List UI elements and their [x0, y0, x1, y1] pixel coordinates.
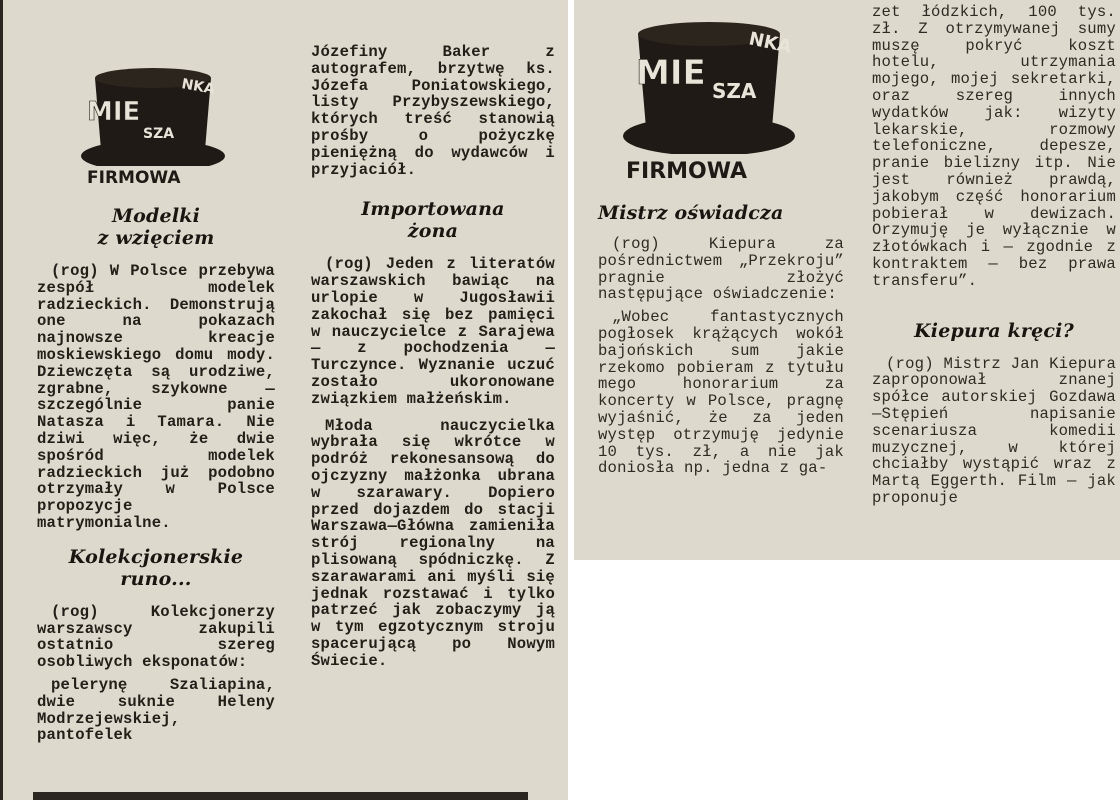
svg-text:MIE: MIE [87, 97, 141, 127]
svg-text:MIE: MIE [636, 53, 706, 93]
svg-text:SZA: SZA [712, 79, 757, 103]
paragraph: (rog) Jeden z literatów warszawskich bawiąc na urlopie w Jugosławii zakochał się bez pamięci w nauczycielce z Sarajewa — z pochodzenia — Turczynce. Wyznanie uczuć zostało ukoronowane związkiem małżeńskim. [311, 255, 555, 408]
mieszanka-firmowa-logo [73, 58, 233, 188]
svg-text:SZA: SZA [143, 126, 175, 142]
heading-mistrz-oswiadcza: Mistrz oświadcza [598, 202, 784, 224]
paragraph: (rog) Kolekcjonerzy warszawscy zakupili ostatnio szereg osobliwych eksponatów: [37, 602, 275, 672]
paragraph: Józefiny Baker z autografem, brzytwę ks. Józefa Poniatowskiego, listy Przybyszewskiego, których treść stanowią prośby o pożyczkę pieniężną do wydawców i przyjaciół. [311, 43, 555, 179]
left-column-2 [311, 44, 555, 676]
paragraph: „Wobec fantastycznych pogłosek krążących wokół bajońskich sum jakie rzekomo pobieram z tytułu mego honorarium za koncerty w Polsce, pragnę wyjaśnić, że za jeden występ otrzymuję jedynie 10 tys. zł, a nie jak doniosła np. jedna z ga- [598, 308, 844, 478]
svg-text:NKA: NKA [180, 76, 216, 98]
paragraph: pelerynę Szaliapina, dwie suknie Heleny Modrzejewskiej, pantofelek [37, 675, 275, 745]
paragraph: Młoda nauczycielka wybrała się wkrótce w podróż rekonesansową do ojczyzny małżonka ubrana w szarawary. Dopiero przed dojazdem do stacji Warszawa—Główna zamieniła strój regionalny na plisowaną spódniczkę. Z szarawarami ani myśli się jednak rozstawać i tylko patrzeć jak zobaczymy ją w tym egzotycznym stroju spacerującą po Nowym Świecie. [311, 416, 555, 670]
paragraph: (rog) W Polsce przebywa zespół modelek radzieckich. Demonstrują one na pokazach najnowsze kreacje moskiewskiego domu mody. Dziewczęta są urodziwe, zgrabne, szykowne — szczególnie panie Natasza i Tamara. Nie dziwi więc, że dwie spośród modelek radzieckich już podobno otrzymały w Polsce propozycje matrymonialne. [37, 262, 275, 532]
top-hat-icon [616, 6, 802, 186]
heading-modelki: Modelki z wzięciem [97, 205, 215, 249]
right-clipping [574, 0, 1120, 560]
heading-importowana-zona: Importowana żona [361, 198, 505, 243]
svg-text:FIRMOWA: FIRMOWA [626, 159, 748, 184]
svg-text:FIRMOWA: FIRMOWA [87, 168, 181, 188]
svg-text:NKA: NKA [746, 28, 794, 58]
heading-kolekcjonerskie: Kolekcjonerskie runo... [68, 545, 244, 590]
mieszanka-firmowa-logo [616, 6, 802, 186]
right-column-2 [872, 4, 1116, 513]
left-column-1 [37, 205, 275, 750]
paragraph: zet łódzkich, 100 tys. zł. Z otrzymywanej sumy muszę pokryć koszt hotelu, utrzymania mojego, mojej sekretarki, oraz szereg innych wydatków jak: wizyty lekarskie, rozmowy telefoniczne, depesze, pranie bielizny itp. Nie jest również prawdą, jakobym część honorarium pobierał w dewizach. Orzymuję je wyłącznie w złotówkach i — zgodnie z kontraktem — bez prawa transferu”. [872, 3, 1116, 290]
bottom-rule [33, 792, 528, 800]
top-hat-icon [73, 58, 233, 188]
paragraph: (rog) Mistrz Jan Kiepura zaproponował znanej spółce autorskiej Gozdawa—Stępień napisanie scenariusza komedii muzycznej, w której chciałby wystąpić wraz z Martą Eggerth. Film — jak proponuje [872, 354, 1116, 507]
right-column-1 [598, 202, 844, 483]
paragraph: (rog) Kiepura za pośrednictwem „Przekroju” pragnie złożyć następujące oświadczenie: [598, 235, 844, 304]
heading-kiepura-kreci: Kiepura kręci? [914, 319, 1074, 342]
